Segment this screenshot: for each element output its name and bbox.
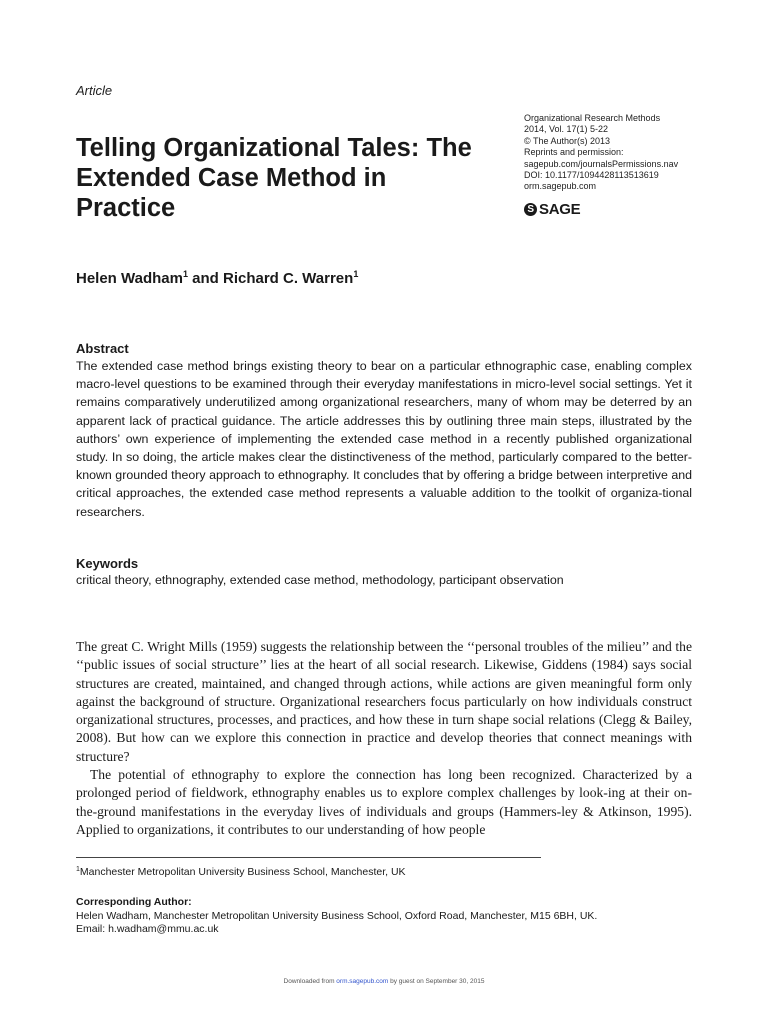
affiliation-text: Manchester Metropolitan University Business School, Manchester, UK [79, 866, 406, 878]
affiliation-footnote [76, 866, 406, 878]
affiliation-marker: 1 [182, 269, 188, 279]
body-paragraph: The great C. Wright Mills (1959) suggests the relationship between the ‘‘personal troubles of the milieu’’ and the ‘‘public issues of social structure’’ lies at the heart of all social research. Likewise, Giddens (1984) says social structures are created, maintained, and changed through actions, while actions are given meaningful form only against the background of structure. Organizational researchers focus particularly on how individuals construct organizational structures, processes, and practices, and how these in turn shape social relations (Clegg & Bailey, 2008). But how can we explore this connection in practice and develop theories that connect meanings with structure? [76, 639, 692, 764]
article-title: Telling Organizational Tales: The Extended Case Method in Practice [76, 134, 472, 222]
download-suffix: by guest on September 30, 2015 [388, 978, 485, 985]
journal-info-block [524, 113, 754, 193]
keywords-text: critical theory, ethnography, extended case method, methodology, participant observation [76, 573, 564, 587]
journal-name: Organizational Research Methods [524, 113, 661, 123]
corresponding-author-heading: Corresponding Author: [76, 896, 192, 908]
abstract-heading: Abstract [76, 341, 129, 356]
reprints-line: Reprints and permission: [524, 147, 624, 158]
affiliation-marker: 1 [353, 269, 359, 279]
abstract-text: The extended case method brings existing theory to bear on a particular ethnographic case, enabling complex macro-level questions to be examined through their everyday manifestations in micro-level social settings. Yet it remains comparatively underutilized among organizational researchers, many of whom may be deterred by an apparent lack of practical guidance. The article addresses this by outlining three main steps, illustrated by the authors’ own experience of implementing the extended case method in a recently published organizational study. In so doing, the article makes clear the distinctiveness of the method, particularly compared to the better-known grounded theory approach to ethnography. It concludes that by offering a bridge between interpretive and critical approaches, the extended case method represents a valuable addition to the toolkit of organiza-tional researchers. [76, 359, 692, 519]
author-name: Helen Wadham [76, 270, 183, 287]
author-connector: and [187, 270, 223, 287]
download-notice [0, 978, 768, 985]
sage-logo-icon: S [524, 203, 537, 216]
doi-line[interactable]: DOI: 10.1177/1094428113513619 [524, 170, 659, 181]
permissions-url[interactable]: sagepub.com/journalsPermissions.nav [524, 158, 679, 169]
keywords-heading: Keywords [76, 556, 139, 571]
sage-logo-text: SAGE [539, 201, 581, 218]
download-prefix: Downloaded from [283, 978, 337, 985]
author-name: Richard C. Warren [223, 270, 354, 287]
corresponding-email[interactable]: Email: h.wadham@mmu.ac.uk [76, 923, 219, 935]
footnote-marker: 1 [76, 866, 80, 873]
journal-url[interactable]: orm.sagepub.com [524, 181, 597, 192]
sage-logo [524, 201, 580, 218]
footnote-divider [76, 857, 541, 858]
copyright-line: © The Author(s) 2013 [524, 135, 611, 146]
corresponding-address: Helen Wadham, Manchester Metropolitan University Business School, Oxford Road, Manchester, M15 6BH, UK. [76, 910, 598, 922]
body-paragraph: The potential of ethnography to explore the connection has long been recognized. Characterized by a prolonged period of fieldwork, ethnography enables us to explore complex challenges by look-ing at their on-the-ground manifestations in the everyday lives of individuals and groups (Hammers-ley & Atkinson, 1995). Applied to organizations, it contributes to our understanding of how people [76, 767, 692, 837]
article-type-label: Article [76, 83, 113, 98]
author-line [76, 269, 358, 287]
download-link[interactable]: orm.sagepub.com [336, 978, 389, 985]
article-body [76, 638, 692, 839]
journal-volume: 2014, Vol. 17(1) 5-22 [524, 124, 609, 135]
